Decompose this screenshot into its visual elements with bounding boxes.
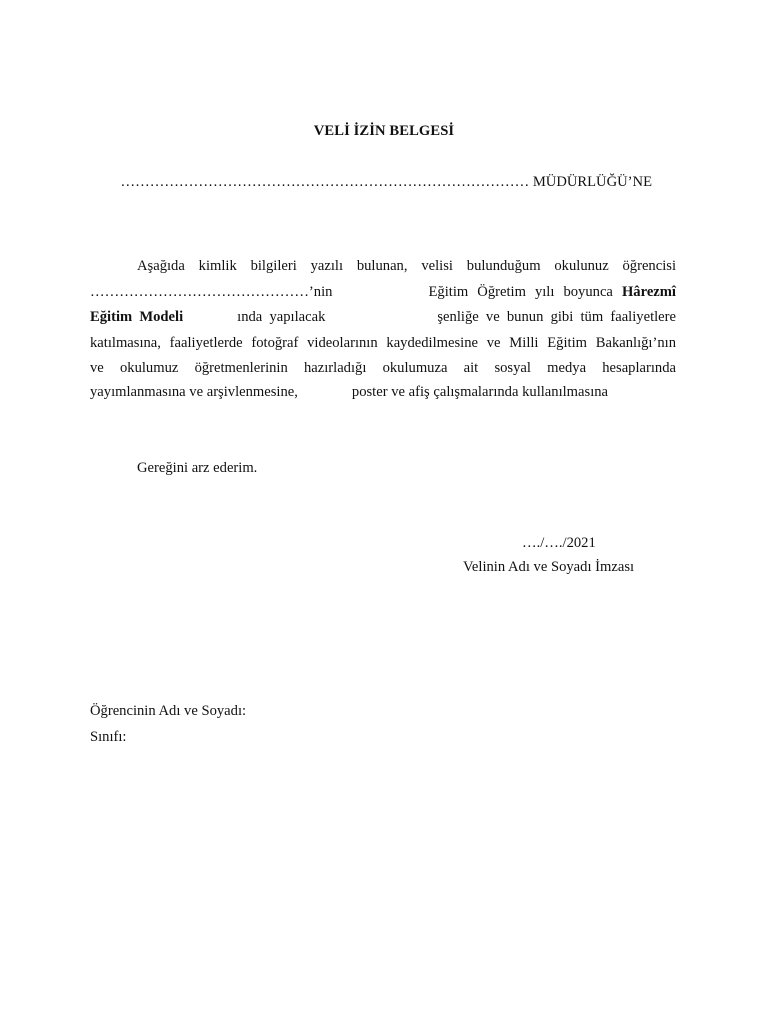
body-line-1: Aşağıda kimlik bilgileri yazılı bulunan, velisi bulunduğum okulunuz öğrencisi (137, 258, 676, 274)
body-line-4: katılmasına, faaliyetlerde fotoğraf videolarının kaydedilmesine ve Milli Eğitim Bakanlığı’nın (90, 335, 676, 351)
body-line-2: ………………………………………’nin Eğitim Öğretim yılı boyunca Hârezmî (90, 284, 676, 300)
addressee: MÜDÜRLÜĞÜ’NE (532, 174, 652, 190)
model-name-part-1: Hârezmî (621, 284, 676, 300)
signature-label: Velinin Adı ve Soyadı İmzası (463, 559, 635, 575)
student-name-dots: ………………………………………’nin (90, 284, 333, 300)
document-title: VELİ İZİN BELGESİ (313, 123, 455, 139)
model-name-part-2: Eğitim Modeli (90, 309, 184, 325)
student-name-label: Öğrencinin Adı ve Soyadı: (90, 703, 247, 719)
addressee-line (121, 174, 652, 191)
student-class-label: Sınıfı: (90, 729, 127, 745)
signature-date: …./…./2021 (522, 535, 596, 551)
addressee-dots: ………………………………………………………………………… (120, 174, 530, 190)
body-line-6: yayımlanmasına ve arşivlenmesine, poster ve afiş çalışmalarında kullanılmasına (90, 384, 609, 400)
closing-line: Gereğini arz ederim. (137, 460, 258, 476)
body-line-3: Eğitim Modeli ında yapılacak şenliğe ve bunun gibi tüm faaliyetlere (90, 309, 676, 325)
body-line-5: ve okulumuz öğretmenlerinin hazırladığı okulumuza ait sosyal medya hesaplarında (90, 360, 676, 376)
